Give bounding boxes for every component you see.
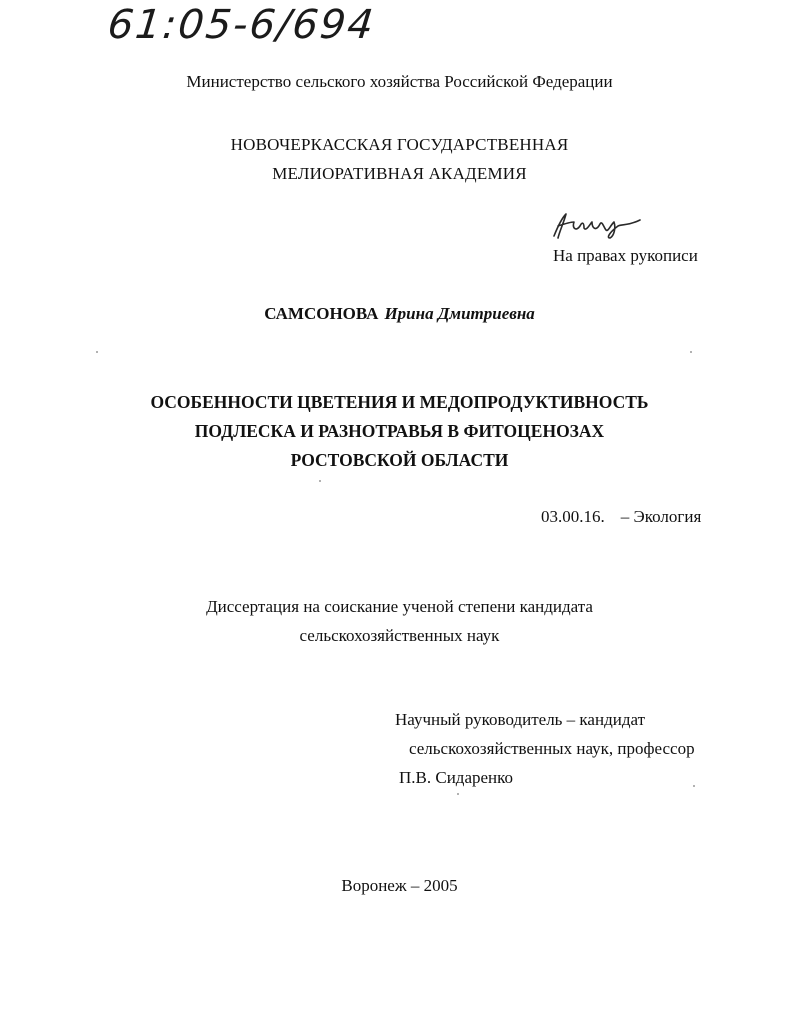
degree-line-1: Диссертация на соискание ученой степени кандидата <box>206 597 593 616</box>
title-line-1: ОСОБЕННОСТИ ЦВЕТЕНИЯ И МЕДОПРОДУКТИВНОСТЬ <box>150 392 649 412</box>
academy-name <box>0 130 799 188</box>
signature-icon <box>548 208 648 247</box>
advisor-line-1: Научный руководитель – кандидат <box>395 710 646 729</box>
scan-speck <box>690 351 692 353</box>
dissertation-title <box>0 388 799 475</box>
manuscript-rights: На правах рукописи <box>553 246 698 265</box>
specialty <box>541 507 701 527</box>
academy-line-1: НОВОЧЕРКАССКАЯ ГОСУДАРСТВЕННАЯ <box>230 135 569 154</box>
archive-number: 61:05-6/694 <box>105 2 378 48</box>
scan-speck <box>96 351 98 353</box>
scan-speck <box>693 785 695 787</box>
academy-line-2: МЕЛИОРАТИВНАЯ АКАДЕМИЯ <box>272 164 527 183</box>
ministry-name: Министерство сельского хозяйства Российской Федерации <box>186 72 613 91</box>
scan-speck <box>319 480 321 482</box>
degree-line-2: сельскохозяйственных наук <box>299 626 500 645</box>
advisor-name: П.В. Сидаренко <box>399 768 514 787</box>
advisor-line-2: сельскохозяйственных наук, профессор <box>409 739 695 758</box>
scientific-advisor <box>395 705 695 792</box>
author-first-names: Ирина Дмитриевна <box>384 304 535 323</box>
city-year: Воронеж – 2005 <box>341 876 458 895</box>
specialty-name: – Экология <box>620 507 702 526</box>
scan-speck <box>457 793 459 795</box>
specialty-code: 03.00.16. <box>541 507 605 526</box>
degree-statement <box>0 592 799 650</box>
title-line-2: ПОДЛЕСКА И РАЗНОТРАВЬЯ В ФИТОЦЕНОЗАХ <box>194 421 605 441</box>
author <box>0 304 799 324</box>
title-line-3: РОСТОВСКОЙ ОБЛАСТИ <box>290 450 509 470</box>
author-surname: САМСОНОВА <box>264 304 379 323</box>
